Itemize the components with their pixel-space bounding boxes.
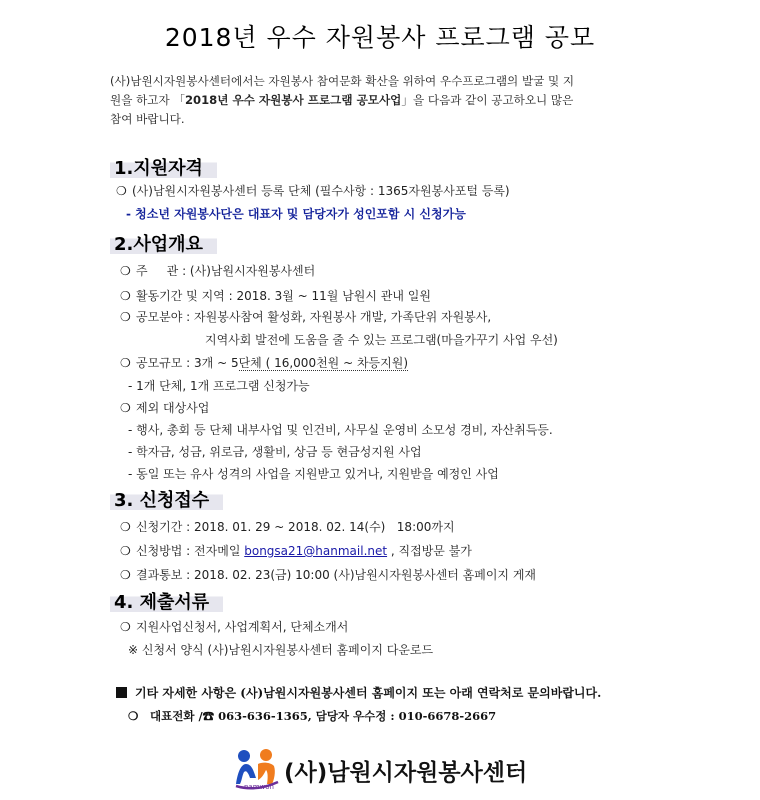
intro-line-1: (사)남원시자원봉사센터에서는 자원봉사 참여문화 확산을 위하여 우수프로그램의 발굴 및 지 xyxy=(110,74,575,88)
scale-note: - 1개 단체, 1개 프로그램 신청가능 xyxy=(128,379,310,393)
circle-bullet-icon: ❍ xyxy=(120,544,131,558)
circle-bullet-icon: ❍ xyxy=(120,620,131,634)
volunteer-people-icon xyxy=(232,748,282,790)
page-title: 2018년 우수 자원봉사 프로그램 공모 xyxy=(164,23,596,52)
exclusion-item: - 동일 또는 유사 성격의 사업을 지원받고 있거나, 지원받을 예정인 사업 xyxy=(128,467,499,481)
list-item: ❍ 제외 대상사업 xyxy=(120,401,210,415)
list-item: ❍ 신청기간 : 2018. 01. 29 ~ 2018. 02. 14(수) 18:00까지 xyxy=(120,520,455,534)
contact-line: ❍ 대표전화 /☎ 063-636-1365, 담당자 우수정 : 010-6678-2667 xyxy=(128,709,497,723)
youth-note: - 청소년 자원봉사단은 대표자 및 담당자가 성인포함 시 신청가능 xyxy=(126,207,466,221)
section-heading-eligibility: 1.지원자격 xyxy=(110,154,217,178)
list-item: ❍ 공모분야 : 자원봉사참여 활성화, 자원봉사 개발, 가족단위 자원봉사, xyxy=(120,310,492,324)
list-item: ❍ 지원사업신청서, 사업계획서, 단체소개서 xyxy=(120,620,349,634)
circle-bullet-icon: ❍ xyxy=(120,264,131,278)
circle-bullet-icon: ❍ xyxy=(120,310,131,324)
circle-bullet-icon: ❍ xyxy=(120,520,131,534)
section-heading-documents: 4. 제출서류 xyxy=(110,588,223,612)
circle-bullet-icon: ❍ xyxy=(120,356,131,370)
list-item: ❍ 결과통보 : 2018. 02. 23(금) 10:00 (사)남원시자원봉사센터 홈페이지 게재 xyxy=(120,568,537,582)
list-item: ❍ 활동기간 및 지역 : 2018. 3월 ~ 11월 남원시 관내 일원 xyxy=(120,289,431,303)
circle-bullet-icon: ❍ xyxy=(120,289,131,303)
exclusion-item: - 학자금, 성금, 위로금, 생활비, 상금 등 현금성지원 사업 xyxy=(128,445,422,459)
center-logo xyxy=(232,748,532,790)
logo-subtext: namwon xyxy=(244,783,274,790)
section-heading-overview: 2.사업개요 xyxy=(110,230,217,254)
circle-bullet-icon: ❍ xyxy=(128,709,139,723)
download-note: ※ 신청서 양식 (사)남원시자원봉사센터 홈페이지 다운로드 xyxy=(128,643,434,657)
circle-bullet-icon: ❍ xyxy=(120,568,131,582)
intro-line-3: 참여 바랍니다. xyxy=(110,112,185,126)
square-bullet-icon xyxy=(116,687,127,698)
list-item: ❍ 주 관 : (사)남원시자원봉사센터 xyxy=(120,264,316,278)
list-item: ❍ 공모규모 : 3개 ~ 5단체 ( 16,000천원 ~ 차등지원) xyxy=(120,356,408,370)
circle-bullet-icon: ❍ xyxy=(116,184,127,198)
program-name: 2018년 우수 자원봉사 프로그램 공모사업 xyxy=(184,93,402,107)
circle-bullet-icon: ❍ xyxy=(120,401,131,415)
inquiry-notice: 기타 자세한 사항은 (사)남원시자원봉사센터 홈페이지 또는 아래 연락처로 문의바랍니다. xyxy=(116,684,601,701)
email-link[interactable]: bongsa21@hanmail.net xyxy=(244,544,388,558)
section-heading-application: 3. 신청접수 xyxy=(110,486,223,510)
intro-paragraph xyxy=(110,72,640,129)
list-item-continued: 지역사회 발전에 도움을 줄 수 있는 프로그램(마을가꾸기 사업 우선) xyxy=(205,333,558,347)
intro-line-2: 원을 하고자 「2018년 우수 자원봉사 프로그램 공모사업」을 다음과 같이 공고하오니 많은 xyxy=(110,93,574,107)
center-name: (사)남원시자원봉사센터 xyxy=(284,760,528,786)
list-item: ❍ (사)남원시자원봉사센터 등록 단체 (필수사항 : 1365자원봉사포털 등록) xyxy=(116,184,510,198)
list-item: ❍ 신청방법 : 전자메일 bongsa21@hanmail.net , 직접방문 불가 xyxy=(120,544,472,558)
exclusion-item: - 행사, 총회 등 단체 내부사업 및 인건비, 사무실 운영비 소모성 경비, 자산취득등. xyxy=(128,423,553,437)
